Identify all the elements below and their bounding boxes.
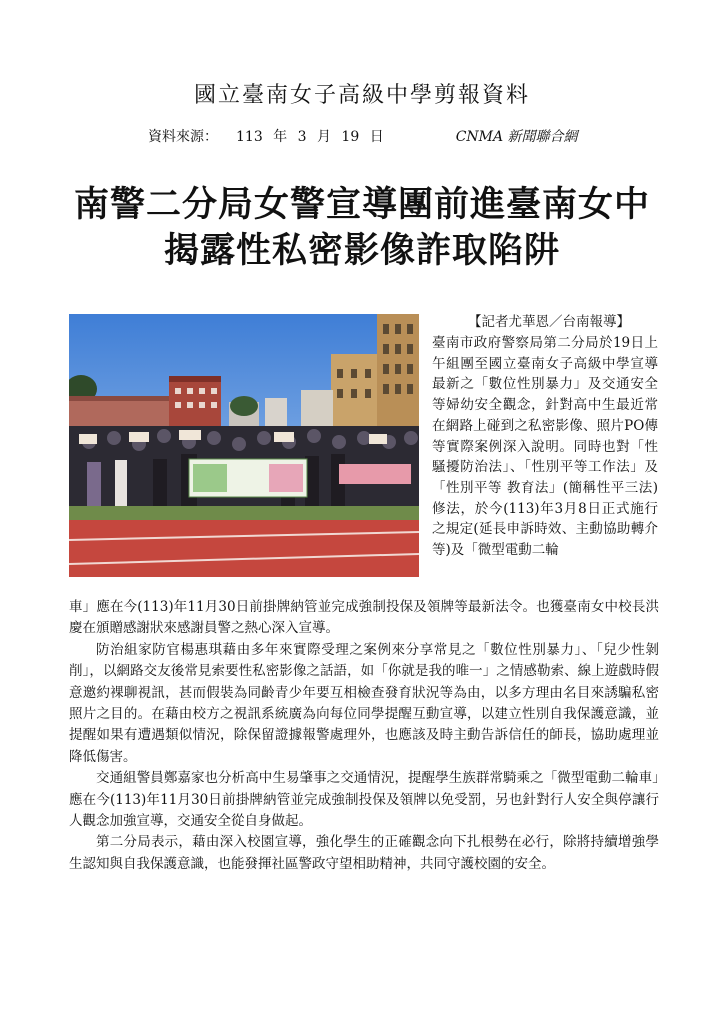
source-line: [148, 126, 668, 146]
article-byline: 【記者尤華恩／台南報導】: [468, 314, 630, 330]
clipping-title: 國立臺南女子高級中學剪報資料: [193, 83, 530, 108]
photo-illustration: [69, 314, 419, 577]
paragraph-4: 第二分局表示，藉由深入校園宣導，強化學生的正確觀念向下扎根勢在必行，除將持續增強學生認知與自我保護意識，也能發揮社區警政守望相助精神，共同守護校園的安全。: [69, 834, 659, 872]
headline-line-1: 南警二分局女警宣導團前進臺南女中: [73, 185, 650, 225]
source-date: 113 年 3 月 19 日: [236, 129, 384, 145]
article-headline: [0, 182, 724, 274]
headline-line-2: 揭露性私密影像詐取陷阱: [163, 231, 560, 271]
paragraph-3: 交通組警員鄭嘉家也分析高中生易肇事之交通情況，提醒學生族群常騎乘之「微型電動二輪車」應在今(113)年11月30日前掛牌納管並完成強制投保及領牌以免受罰，另也針對行人安全與停讓行人觀念加強宣導，交通安全從自身做起。: [69, 770, 659, 830]
source-publisher: CNMA 新聞聯合網: [455, 129, 578, 145]
source-label: 資料來源：: [148, 129, 218, 145]
article-body: [69, 597, 659, 875]
article-side-column: 臺南市政府警察局第二分局於19日上午組團至國立臺南女子高級中學宣導最新之「數位性別暴力」及交通安全等婦幼安全觀念，針對高中生最近常在網路上碰到之私密影像、照片PO傳等實際案例深入說明。同時也對「性騷擾防治法」、「性別平等工作法」及「性別平等 教育法」(簡稱性平三法)修法，於今(113)年3月8日正式施行之規定(延長申訴時效、主動協助轉介等)及「微型電動二輪: [432, 335, 658, 559]
paragraph-1-continued: 車」應在今(113)年11月30日前掛牌納管並完成強制投保及領牌等最新法令。也獲臺南女中校長洪慶在頒贈感謝狀來感謝員警之熱心深入宣導。: [69, 599, 659, 637]
paragraph-2: 防治組家防官楊惠琪藉由多年來實際受理之案例來分享常見之「數位性別暴力」、「兒少性剝削」，以網路交友後常見索要性私密影像之話語，如「你就是我的唯一」之情感勒索、線上遊戲時假意邀約裸聊視訊，甚而假裝為同齡青少年要互相檢查發育狀況等為由，以多方理由名目來誘騙私密照片之目的。在藉由校方之視訊系統廣為向每位同學提醒互動宣導，以建立性別自我保護意識，並提醒如果有遭遇類似情況，除保留證據報警處理外，也應該及時主動告訴信任的師長，協助處理並降低傷害。: [69, 641, 659, 765]
article-photo: [69, 314, 419, 577]
